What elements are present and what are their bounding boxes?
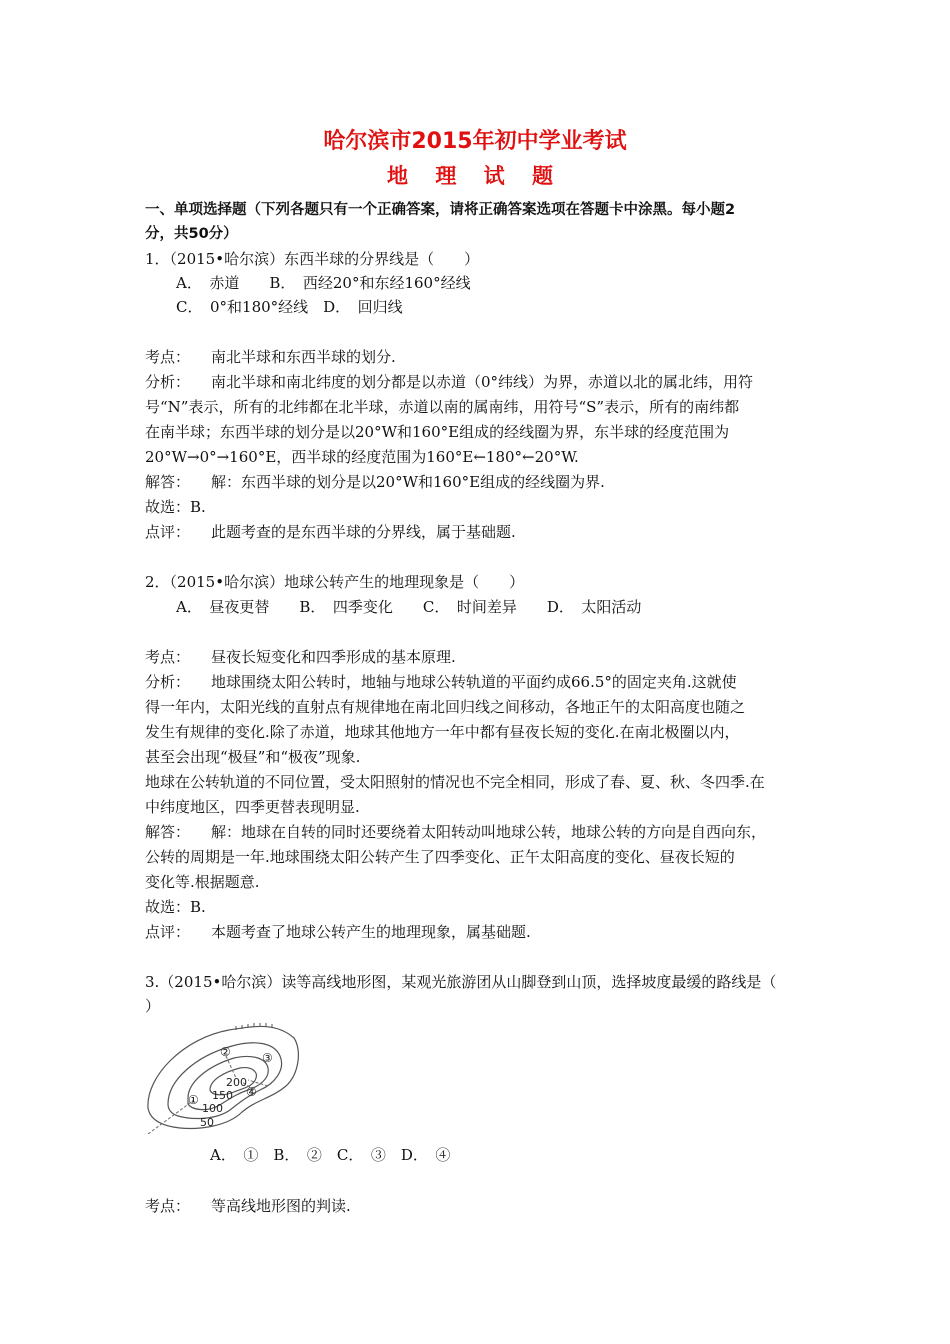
section-heading-line1: 一、单项选择题（下列各题只有一个正确答案，请将正确答案选项在答题卡中涂黑。每小题2: [145, 202, 736, 218]
q2-fenxi-line2: 得一年内，太阳光线的直射点有规律地在南北回归线之间移动，各地正午的太阳高度也随之: [145, 698, 746, 716]
q1-kaodian: [145, 346, 810, 370]
q2-jieda-line2: 公转的周期是一年.地球围绕太阳公转产生了四季变化、正午太阳高度的变化、昼夜长短的: [145, 848, 735, 866]
q1-jieda: [145, 471, 810, 495]
q2-jieda-label: 解答：: [145, 823, 191, 841]
q1-fenxi-label: 分析：: [145, 373, 191, 391]
q2-options: A． 昼夜更替 B． 四季变化 C． 时间差异 D． 太阳活动: [176, 598, 642, 616]
q2-fenxi-label: 分析：: [145, 673, 191, 691]
q3-stem-line1: 3.（2015•哈尔滨）读等高线地形图，某观光旅游团从山脚登到山顶，选择坡度最缓的路线是（: [145, 973, 777, 991]
q2-answer: 故选：B.: [145, 898, 206, 916]
q1-kaodian-label: 考点：: [145, 348, 191, 366]
route-marker-4: ④: [246, 1085, 257, 1099]
q2-kaodian: [145, 646, 810, 670]
q2-stem: 2．（2015•哈尔滨）地球公转产生的地理现象是（ ）: [145, 573, 525, 591]
elevation-label-100: 100: [202, 1102, 223, 1115]
elevation-label-50: 50: [200, 1116, 214, 1129]
elevation-label-200: 200: [226, 1076, 247, 1089]
q2-jieda-line1: 解：地球在自转的同时还要绕着太阳转动叫地球公转，地球公转的方向是自西向东，: [211, 823, 767, 841]
q3-kaodian-text: 等高线地形图的判读.: [211, 1197, 351, 1215]
q2-fenxi-line6: 中纬度地区，四季更替表现明显.: [145, 798, 360, 816]
q1-options-row1: A． 赤道 B． 西经20°和东经160°经线: [176, 274, 471, 292]
q1-kaodian-text: 南北半球和东西半球的划分.: [211, 348, 396, 366]
q3-kaodian-label: 考点：: [145, 1197, 191, 1215]
q1-jieda-label: 解答：: [145, 473, 191, 491]
q2-kaodian-text: 昼夜长短变化和四季形成的基本原理.: [211, 648, 456, 666]
q2-fenxi-line3: 发生有规律的变化.除了赤道，地球其他地方一年中都有昼夜长短的变化.在南北极圈以内，: [145, 723, 740, 741]
route-marker-1: ①: [188, 1093, 199, 1107]
q1-stem: 1．（2015•哈尔滨）东西半球的分界线是（ ）: [145, 250, 480, 268]
q1-answer: 故选：B.: [145, 498, 206, 516]
section-heading-line2: 分，共50分）: [145, 226, 238, 242]
q2-dianping-label: 点评：: [145, 923, 191, 941]
q2-fenxi-line5: 地球在公转轨道的不同位置，受太阳照射的情况也不完全相同，形成了春、夏、秋、冬四季.在: [145, 773, 765, 791]
q3-options: A． ① B． ② C． ③ D． ④: [210, 1146, 451, 1164]
q2-kaodian-label: 考点：: [145, 648, 191, 666]
q1-options-row2: C． 0°和180°经线 D． 回归线: [176, 298, 403, 316]
q1-dianping: [145, 521, 810, 545]
contour-map-figure: [144, 1016, 304, 1134]
elevation-label-150: 150: [212, 1089, 233, 1102]
q2-fenxi-line1: 地球围绕太阳公转时，地轴与地球公转轨道的平面约成66.5°的固定夹角.这就使: [211, 673, 737, 691]
q2-jieda: [145, 821, 810, 845]
page-subtitle: 地 理 试 题: [387, 164, 563, 188]
q1-fenxi-line4: 20°W→0°→160°E，西半球的经度范围为160°E←180°←20°W.: [145, 448, 579, 466]
q1-fenxi-line1: 南北半球和南北纬度的划分都是以赤道（0°纬线）为界，赤道以北的属北纬，用符: [211, 373, 754, 391]
q2-dianping: [145, 921, 810, 945]
page-title: 哈尔滨市2015年初中学业考试: [323, 129, 627, 154]
q2-fenxi-line4: 甚至会出现“极昼”和“极夜”现象.: [145, 748, 361, 766]
route-marker-3: ③: [262, 1051, 273, 1065]
q1-fenxi: [145, 371, 810, 395]
route-marker-2: ②: [220, 1045, 231, 1059]
q1-dianping-text: 此题考查的是东西半球的分界线，属于基础题.: [211, 523, 516, 541]
q2-fenxi: [145, 671, 810, 695]
q3-kaodian: [145, 1195, 810, 1219]
q1-jieda-text: 解：东西半球的划分是以20°W和160°E组成的经线圈为界.: [211, 473, 605, 491]
q1-fenxi-line3: 在南半球；东西半球的划分是以20°W和160°E组成的经线圈为界，东半球的经度范围为: [145, 423, 730, 441]
q3-stem-line2: ）: [145, 997, 161, 1015]
q1-fenxi-line2: 号“N”表示，所有的北纬都在北半球，赤道以南的属南纬，用符号“S”表示，所有的南纬都: [145, 398, 740, 416]
q1-dianping-label: 点评：: [145, 523, 191, 541]
q2-jieda-line3: 变化等.根据题意.: [145, 873, 260, 891]
q2-dianping-text: 本题考查了地球公转产生的地理现象，属基础题.: [211, 923, 531, 941]
